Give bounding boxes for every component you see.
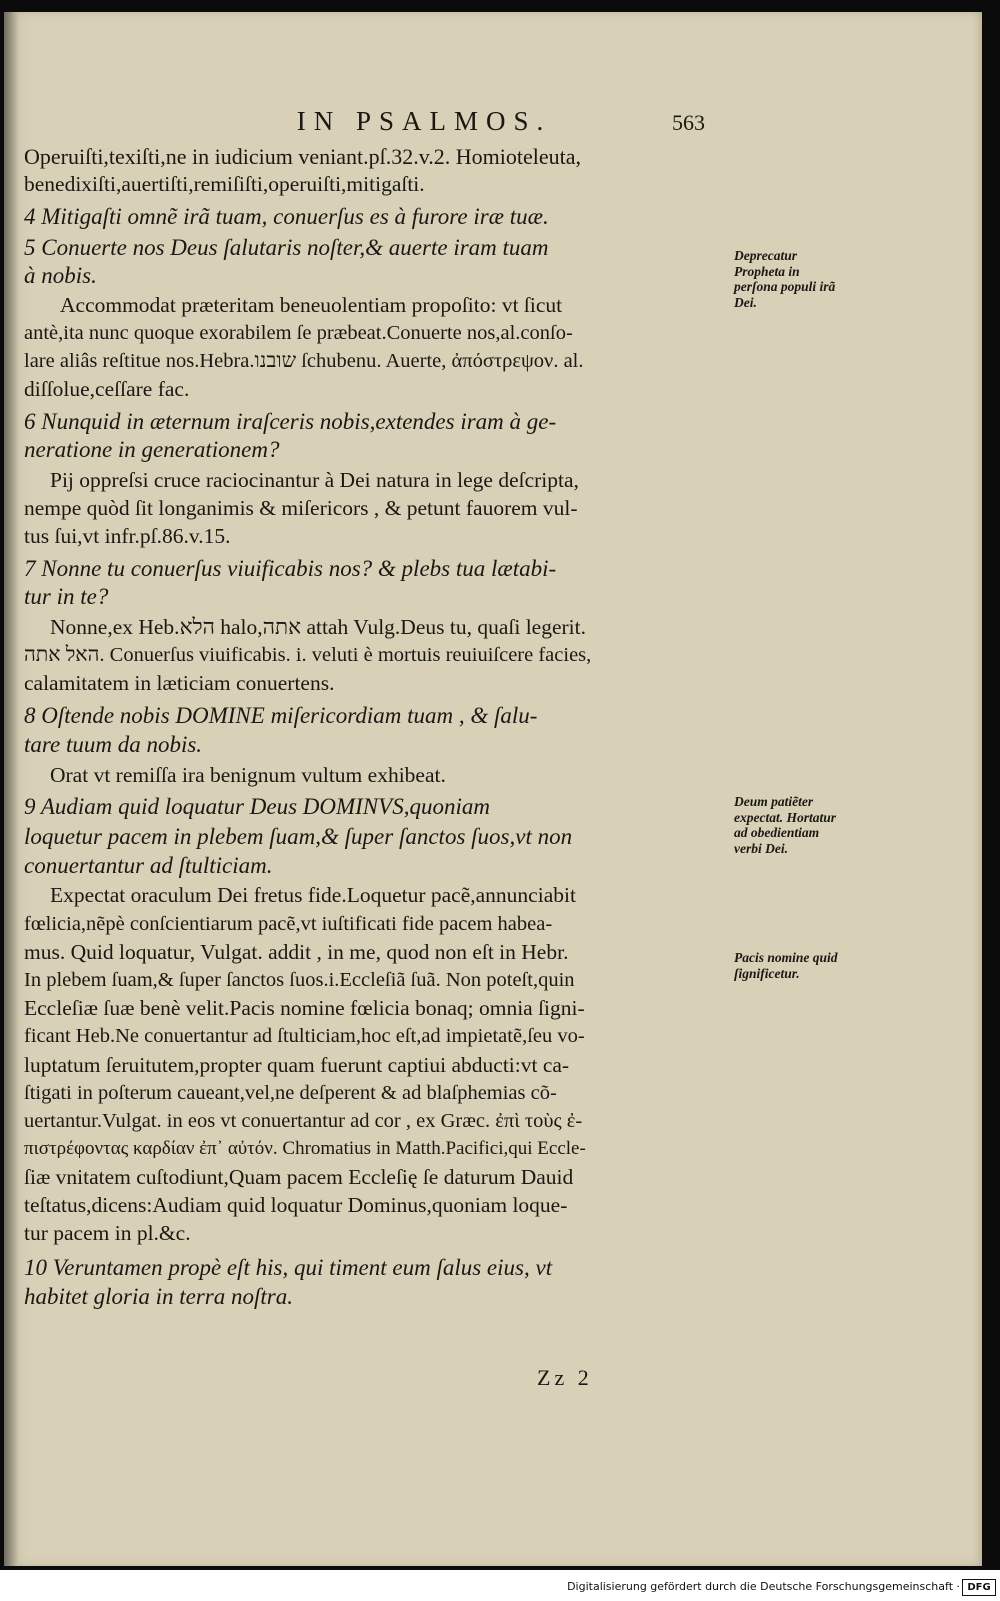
text-line: האל אתה. Conuerſus viuificabis. i. veluti è mortuis reuiuiſcere facies, <box>24 644 592 666</box>
verse-line: 8 Oſtende nobis DOMINE miſericordiam tuam , & ſalu- <box>24 703 538 728</box>
text-line: tur pacem in pl.&c. <box>24 1221 191 1245</box>
text-line: diſſolue,ceſſare fac. <box>24 377 190 401</box>
text-line: In plebem ſuam,& ſuper ſanctos ſuos.i.Eccleſiã ſuã. Non poteſt,quin <box>24 969 575 991</box>
text-line: Orat vt remiſſa ira benignum vultum exhibeat. <box>50 763 446 787</box>
text-line: uertantur.Vulgat. in eos vt conuertantur ad cor , ex Græc. ἐπὶ τοὺς ἐ- <box>24 1110 583 1132</box>
verse-line: 7 Nonne tu conuerſus viuificabis nos? & plebs tua lætabi- <box>24 556 557 581</box>
text-line: ſtigati in poſterum caueant,vel,ne deſperent & ad blaſphemias cõ- <box>24 1082 557 1104</box>
verse-line: à nobis. <box>24 263 97 288</box>
text-line: ſiæ vnitatem cuſtodiunt,Quam pacem Eccleſię ſe daturum Dauid <box>24 1165 574 1189</box>
dfg-logo: DFG <box>962 1579 996 1596</box>
text-line: Nonne,ex Heb.הלא halo,אתה attah Vulg.Deus tu, quaſi legerit. <box>50 615 586 639</box>
page-number: 563 <box>672 110 705 135</box>
text-line: teſtatus,dicens:Audiam quid loquatur Dominus,quoniam loque- <box>24 1193 568 1217</box>
text-line: mus. Quid loquatur, Vulgat. addit , in me, quod non eſt in Hebr. <box>24 940 569 964</box>
signature-mark: Zz 2 <box>537 1365 593 1390</box>
verse-line: 6 Nunquid in æternum iraſceris nobis,extendes iram à ge- <box>24 409 557 434</box>
text-line: nempe quòd ſit longanimis & miſericors , & petunt fauorem vul- <box>24 496 578 520</box>
text-line: antè,ita nunc quoque exorabilem ſe præbeat.Conuerte nos,al.conſo- <box>24 322 573 344</box>
verse-line: 4 Mitigaſti omnẽ irã tuam, conuerſus es à furore iræ tuæ. <box>24 204 549 229</box>
digitization-footer <box>0 1578 1000 1598</box>
verse-line: habitet gloria in terra noſtra. <box>24 1284 293 1309</box>
text-line: fœlicia,nẽpè conſcientiarum pacẽ,vt iuſtificati fide pacem habea- <box>24 913 553 935</box>
text-line: Pij oppreſsi cruce raciocinantur à Dei natura in lege deſcripta, <box>50 468 579 492</box>
verse-line: 9 Audiam quid loquatur Deus DOMINVS,quoniam <box>24 794 490 819</box>
verse-line: conuertantur ad ſtulticiam. <box>24 853 273 878</box>
marginal-note: Deprecatur Propheta in perſona populi irã Dei. <box>734 248 836 310</box>
text-line: tus ſui,vt infr.pſ.86.v.15. <box>24 524 231 548</box>
running-title: IN PSALMOS. <box>296 106 552 136</box>
text-line: πιστρέφοντας καρδίαν ἐπ᾽ αὐτόν. Chromatius in Matth.Pacifici,qui Eccle- <box>24 1138 586 1159</box>
marginal-note: Pacis nomine quid ſignificetur. <box>734 950 838 981</box>
page-gutter-shadow <box>4 12 18 1566</box>
text-line: Accommodat præteritam beneuolentiam propoſito: vt ſicut <box>60 293 563 317</box>
book-page <box>4 12 982 1566</box>
text-line: luptatum ſeruitutem,propter quam fuerunt captiui abducti:vt ca- <box>24 1053 570 1077</box>
text-line: Operuiſti,texiſti,ne in iudicium veniant.pſ.32.v.2. Homioteleuta, <box>24 144 582 169</box>
verse-line: 5 Conuerte nos Deus ſalutaris noſter,& auerte iram tuam <box>24 235 549 260</box>
text-line: ficant Heb.Ne conuertantur ad ſtulticiam,hoc eſt,ad impietatẽ,ſeu vo- <box>24 1025 585 1047</box>
text-line: calamitatem in læticiam conuertens. <box>24 671 335 695</box>
verse-line: loquetur pacem in plebem ſuam,& ſuper ſanctos ſuos,vt non <box>24 824 573 849</box>
text-line: benedixiſti,auertiſti,remiſiſti,operuiſti,mitigaſti. <box>24 172 425 196</box>
text-line: Expectat oraculum Dei fretus fide.Loquetur pacẽ,annunciabit <box>50 883 576 907</box>
marginal-note: Deum patiẽter expectat. Hortatur ad obedientiam verbi Dei. <box>734 794 836 856</box>
funding-credit: Digitalisierung gefördert durch die Deutsche Forschungsgemeinschaft · <box>567 1580 960 1593</box>
text-line: Eccleſiæ ſuæ benè velit.Pacis nomine fœlicia bonaq; omnia ſigni- <box>24 996 585 1020</box>
verse-line: tare tuum da nobis. <box>24 732 203 757</box>
verse-line: tur in te? <box>24 584 109 609</box>
text-line: lare aliâs reſtitue nos.Hebra.שובנו ſchubenu. Auerte, ἀπόστρεψον. al. <box>24 350 584 372</box>
verse-line: 10 Veruntamen propè eſt his, qui timent eum ſalus eius, vt <box>24 1255 553 1280</box>
verse-line: neratione in generationem? <box>24 437 280 462</box>
